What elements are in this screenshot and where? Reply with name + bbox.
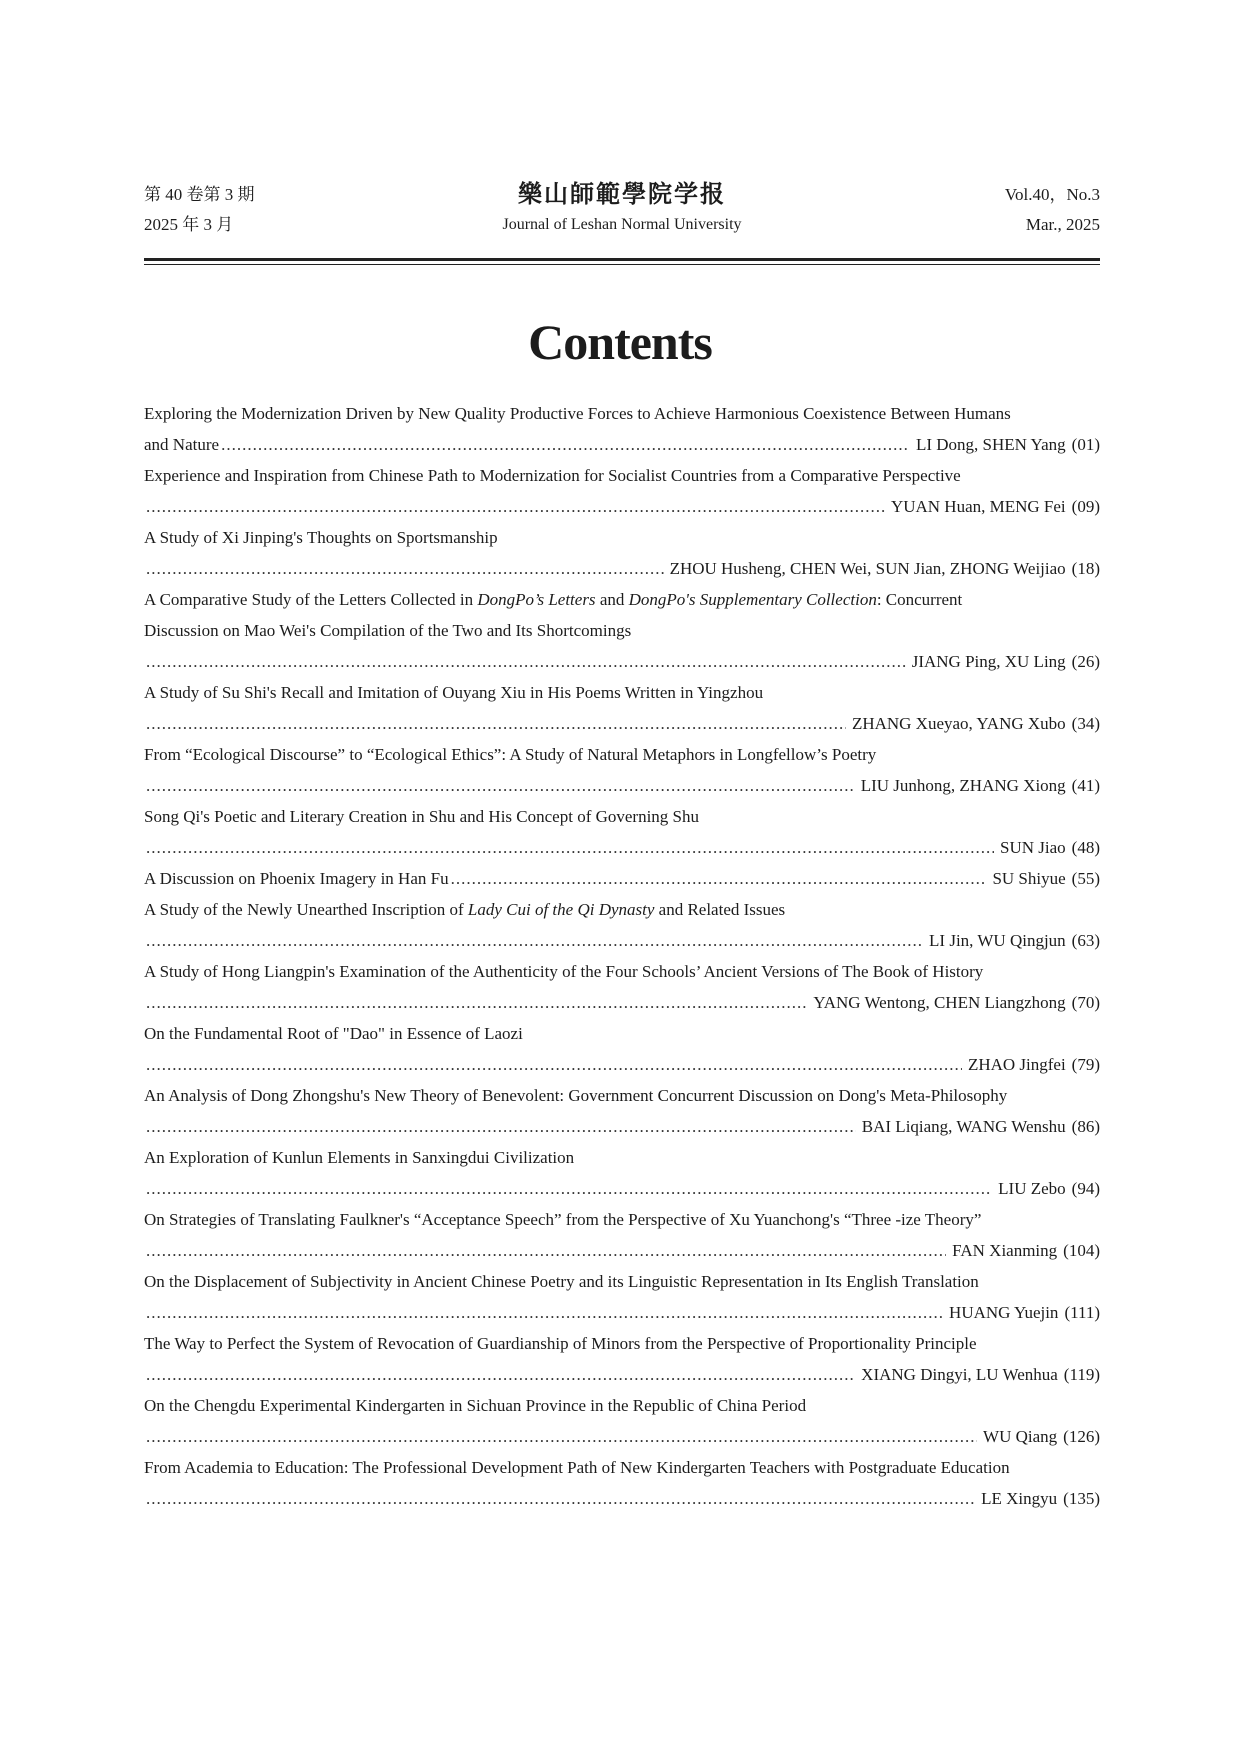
entry-authors: SU Shiyue — [992, 869, 1066, 888]
entry-authors: JIANG Ping, XU Ling — [911, 652, 1066, 671]
entry-page: (26) — [1071, 652, 1100, 671]
dot-leader — [146, 832, 994, 863]
entry-page: (119) — [1063, 1365, 1100, 1384]
entry-title: On the Chengdu Experimental Kindergarten in Sichuan Province in the Republic of China Period — [144, 1396, 807, 1415]
entry-authors: YUAN Huan, MENG Fei — [890, 497, 1066, 516]
dot-leader — [146, 1359, 855, 1390]
entry-title-cont: Discussion on Mao Wei's Compilation of the Two and Its Shortcomings — [144, 621, 632, 640]
table-of-contents — [144, 398, 1100, 1514]
entry-page: (55) — [1071, 869, 1100, 888]
entry-title: From Academia to Education: The Professional Development Path of New Kindergarten Teachers with Postgraduate Education — [144, 1458, 1010, 1477]
entry-authors: LI Jin, WU Qingjun — [929, 931, 1066, 950]
date-en: Mar., 2025 — [1025, 215, 1100, 234]
dot-leader — [146, 987, 807, 1018]
entry-page: (09) — [1071, 497, 1100, 516]
page-header — [144, 172, 1100, 242]
dot-leader — [146, 1297, 943, 1328]
toc-entry[interactable] — [144, 894, 1100, 956]
volume-issue-cn: 第 40 卷第 3 期 — [144, 185, 255, 204]
dot-leader — [221, 429, 910, 460]
toc-entry[interactable] — [144, 863, 1100, 894]
journal-name — [144, 180, 1100, 238]
toc-entry[interactable] — [144, 1018, 1100, 1080]
entry-title: A Study of Hong Liangpin's Examination of the Authenticity of the Four Schools’ Ancient Versions of The Book of History — [144, 962, 984, 981]
entry-title: Experience and Inspiration from Chinese Path to Modernization for Socialist Countries from a Comparative Perspective — [144, 466, 961, 485]
dot-leader — [146, 1421, 977, 1452]
toc-entry[interactable] — [144, 739, 1100, 801]
entry-title: A Comparative Study of the Letters Collected in DongPo’s Letters and DongPo's Supplementary Collection: Concurrent — [144, 590, 963, 609]
entry-title: On the Fundamental Root of "Dao" in Essence of Laozi — [144, 1024, 523, 1043]
dot-leader — [146, 646, 906, 677]
toc-entry[interactable] — [144, 956, 1100, 1018]
entry-authors: LIU Zebo — [998, 1179, 1066, 1198]
entry-authors: LE Xingyu — [981, 1489, 1058, 1508]
entry-authors: LI Dong, SHEN Yang — [915, 435, 1066, 454]
toc-entry[interactable] — [144, 522, 1100, 584]
entry-authors: XIANG Dingyi, LU Wenhua — [861, 1365, 1058, 1384]
toc-entry[interactable] — [144, 398, 1100, 460]
entry-page: (70) — [1071, 993, 1100, 1012]
entry-title: From “Ecological Discourse” to “Ecological Ethics”: A Study of Natural Metaphors in Longfellow’s Poetry — [144, 745, 877, 764]
toc-entry[interactable] — [144, 1390, 1100, 1452]
dot-leader — [146, 1483, 975, 1514]
entry-authors: ZHANG Xueyao, YANG Xubo — [851, 714, 1066, 733]
entry-title: Exploring the Modernization Driven by New Quality Productive Forces to Achieve Harmonious Coexistence Between Humans — [144, 404, 1011, 423]
dot-leader — [146, 708, 846, 739]
entry-title-cont: and Nature — [144, 435, 220, 454]
entry-page: (18) — [1071, 559, 1100, 578]
toc-entry[interactable] — [144, 1204, 1100, 1266]
journal-name-cn: 樂山師範學院学报 — [518, 182, 726, 208]
toc-entry[interactable] — [144, 1266, 1100, 1328]
toc-entry[interactable] — [144, 1142, 1100, 1204]
entry-title: An Exploration of Kunlun Elements in Sanxingdui Civilization — [144, 1148, 575, 1167]
toc-entry[interactable] — [144, 801, 1100, 863]
entry-page: (79) — [1071, 1055, 1100, 1074]
entry-authors: WU Qiang — [983, 1427, 1058, 1446]
dot-leader — [146, 1235, 946, 1266]
entry-page: (135) — [1063, 1489, 1100, 1508]
header-rule-thin — [144, 264, 1100, 265]
header-rule-thick — [144, 258, 1100, 261]
dot-leader — [451, 863, 987, 894]
entry-authors: BAI Liqiang, WANG Wenshu — [861, 1117, 1066, 1136]
entry-title: A Study of Su Shi's Recall and Imitation of Ouyang Xiu in His Poems Written in Yingzhou — [144, 683, 764, 702]
entry-authors: HUANG Yuejin — [949, 1303, 1059, 1322]
entry-authors: ZHOU Husheng, CHEN Wei, SUN Jian, ZHONG Weijiao — [669, 559, 1066, 578]
entry-authors: YANG Wentong, CHEN Liangzhong — [813, 993, 1066, 1012]
entry-authors: FAN Xianming — [952, 1241, 1058, 1260]
dot-leader — [146, 491, 885, 522]
toc-entry[interactable] — [144, 1328, 1100, 1390]
toc-entry[interactable] — [144, 460, 1100, 522]
entry-page: (126) — [1063, 1427, 1100, 1446]
entry-title: Song Qi's Poetic and Literary Creation in Shu and His Concept of Governing Shu — [144, 807, 700, 826]
date-cn: 2025 年 3 月 — [144, 215, 234, 234]
entry-title: A Discussion on Phoenix Imagery in Han Fu — [144, 869, 449, 888]
entry-title: The Way to Perfect the System of Revocation of Guardianship of Minors from the Perspective of Proportionality Principle — [144, 1334, 977, 1353]
entry-page: (01) — [1071, 435, 1100, 454]
issue-info-en — [1005, 180, 1100, 240]
page-title: Contents — [528, 314, 712, 370]
book-title-dongpo-supplementary: DongPo's Supplementary Collection — [628, 590, 877, 609]
dot-leader — [146, 553, 664, 584]
entry-title: A Study of Xi Jinping's Thoughts on Sportsmanship — [144, 528, 498, 547]
entry-page: (104) — [1063, 1241, 1100, 1260]
volume-issue-en: Vol.40，No.3 — [1004, 185, 1100, 204]
toc-entry[interactable] — [144, 677, 1100, 739]
entry-authors: ZHAO Jingfei — [967, 1055, 1066, 1074]
entry-title: An Analysis of Dong Zhongshu's New Theory of Benevolent: Government Concurrent Discussion on Dong's Meta-Philosophy — [144, 1086, 1008, 1105]
entry-page: (63) — [1071, 931, 1100, 950]
entry-authors: SUN Jiao — [1000, 838, 1066, 857]
entry-page: (86) — [1071, 1117, 1100, 1136]
entry-page: (41) — [1071, 776, 1100, 795]
toc-entry[interactable] — [144, 1080, 1100, 1142]
journal-name-en: Journal of Leshan Normal University — [502, 216, 742, 233]
entry-title: On Strategies of Translating Faulkner's “Acceptance Speech” from the Perspective of Xu Yuanchong's “Three -ize Theory” — [144, 1210, 982, 1229]
dot-leader — [146, 925, 923, 956]
toc-entry[interactable] — [144, 1452, 1100, 1514]
dot-leader — [146, 1173, 992, 1204]
dot-leader — [146, 1111, 856, 1142]
book-title-dongpo-letters: DongPo’s Letters — [477, 590, 596, 609]
entry-authors: LIU Junhong, ZHANG Xiong — [860, 776, 1066, 795]
dot-leader — [146, 1049, 962, 1080]
entry-page: (111) — [1064, 1303, 1100, 1322]
entry-page: (48) — [1071, 838, 1100, 857]
inscription-title: Lady Cui of the Qi Dynasty — [467, 900, 655, 919]
dot-leader — [146, 770, 855, 801]
entry-title: On the Displacement of Subjectivity in Ancient Chinese Poetry and its Linguistic Representation in Its English Translation — [144, 1272, 979, 1291]
entry-page: (34) — [1071, 714, 1100, 733]
toc-entry[interactable] — [144, 584, 1100, 677]
entry-title: A Study of the Newly Unearthed Inscription of Lady Cui of the Qi Dynasty and Related Issues — [144, 900, 786, 919]
entry-page: (94) — [1071, 1179, 1100, 1198]
